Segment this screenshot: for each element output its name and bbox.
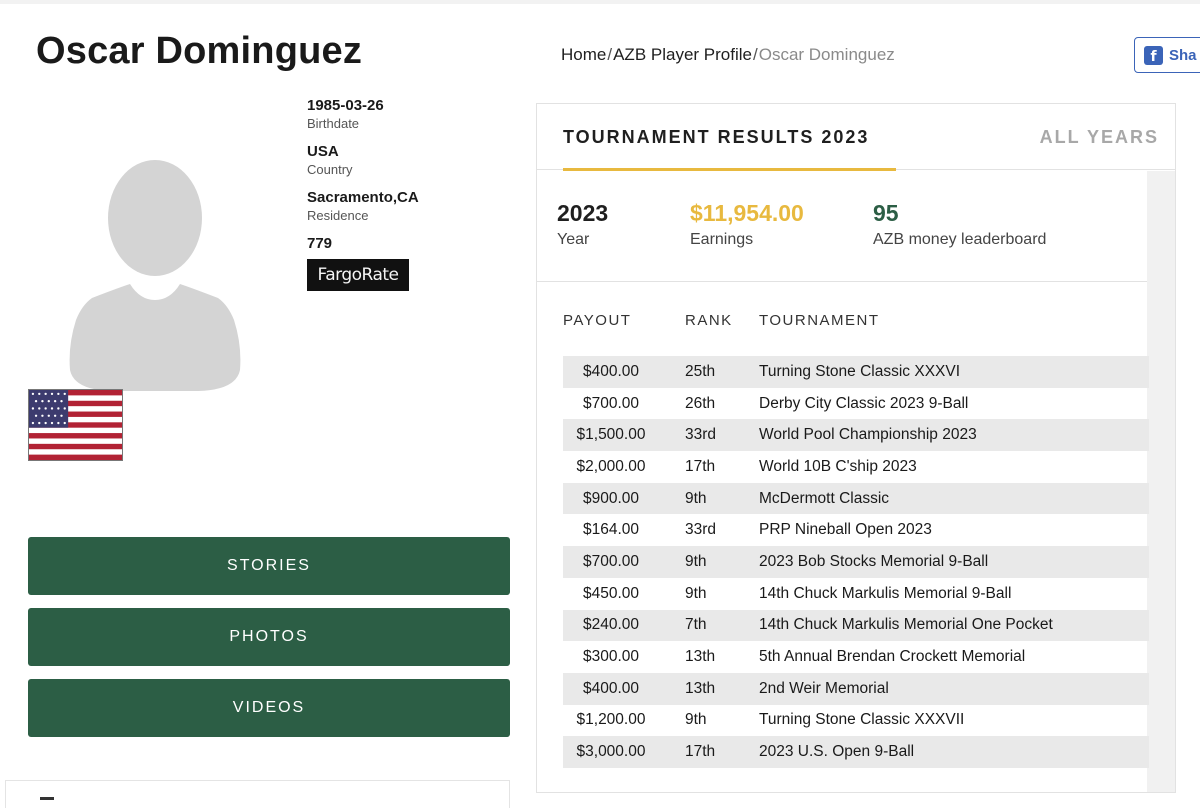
fargorate-logo[interactable]: FargoRate xyxy=(307,259,409,291)
table-row xyxy=(563,514,1149,546)
payout-cell: $164.00 xyxy=(582,521,640,539)
tournament-cell[interactable]: World 10B C'ship 2023 xyxy=(759,457,917,475)
payout-cell: $1,200.00 xyxy=(576,711,646,729)
rank-cell: 9th xyxy=(685,552,707,570)
leaderboard-label: AZB money leaderboard xyxy=(873,231,1047,248)
table-row xyxy=(563,419,1149,451)
payout-cell: $700.00 xyxy=(582,552,640,570)
rank-cell: 13th xyxy=(685,648,716,666)
player-facts xyxy=(307,96,419,301)
rank-cell: 25th xyxy=(685,362,716,380)
fargo-rating-value: 779 xyxy=(307,235,333,252)
player-name: Oscar Dominguez xyxy=(36,30,363,72)
fact-country xyxy=(307,142,419,178)
tournament-cell[interactable]: McDermott Classic xyxy=(759,489,890,507)
tournament-cell[interactable]: 14th Chuck Markulis Memorial One Pocket xyxy=(759,616,1053,634)
results-scrollbar[interactable] xyxy=(1147,171,1175,792)
rank-cell: 26th xyxy=(685,394,716,412)
stat-earnings xyxy=(690,199,804,249)
results-table-header xyxy=(563,312,1149,338)
fact-birthdate xyxy=(307,96,419,132)
tournament-cell[interactable]: 2nd Weir Memorial xyxy=(759,679,889,697)
table-row xyxy=(563,483,1149,515)
table-row xyxy=(563,546,1149,578)
table-row xyxy=(563,610,1149,642)
rank-cell: 17th xyxy=(685,457,716,475)
payout-cell: $400.00 xyxy=(582,679,640,697)
breadcrumb xyxy=(561,45,895,65)
facebook-icon: f xyxy=(1144,46,1163,65)
header-payout: PAYOUT xyxy=(563,312,632,329)
tab-tournament-results-2023[interactable]: TOURNAMENT RESULTS 2023 xyxy=(563,127,870,147)
stories-button[interactable]: STORIES xyxy=(28,537,510,595)
year-value: 2023 xyxy=(557,200,609,226)
fact-fargo xyxy=(307,234,419,291)
birthdate-label: Birthdate xyxy=(307,116,360,131)
rank-cell: 9th xyxy=(685,584,707,602)
breadcrumb-separator: / xyxy=(752,45,758,64)
tournament-cell[interactable]: PRP Nineball Open 2023 xyxy=(759,521,932,539)
breadcrumb-home-link[interactable]: Home xyxy=(561,45,607,64)
results-tabs xyxy=(537,104,1175,170)
table-row xyxy=(563,451,1149,483)
table-row xyxy=(563,673,1149,705)
tournament-cell[interactable]: 2023 Bob Stocks Memorial 9-Ball xyxy=(759,552,989,570)
breadcrumb-current: Oscar Dominguez xyxy=(758,45,895,64)
tournament-cell[interactable]: Derby City Classic 2023 9-Ball xyxy=(759,394,969,412)
payout-cell: $300.00 xyxy=(582,648,640,666)
header-rank: RANK xyxy=(685,312,733,329)
tournament-cell[interactable]: 2023 U.S. Open 9-Ball xyxy=(759,743,915,761)
leaderboard-value: 95 xyxy=(873,200,899,226)
breadcrumb-separator: / xyxy=(607,45,613,64)
tournament-cell[interactable]: 14th Chuck Markulis Memorial 9-Ball xyxy=(759,584,1012,602)
rank-cell: 9th xyxy=(685,711,707,729)
stat-year xyxy=(557,199,608,249)
year-label: Year xyxy=(557,231,590,248)
tournament-cell[interactable]: Turning Stone Classic XXXVI xyxy=(759,362,961,380)
table-row xyxy=(563,641,1149,673)
rank-cell: 17th xyxy=(685,743,716,761)
results-table xyxy=(563,312,1149,768)
stat-leaderboard xyxy=(873,199,1046,249)
rank-cell: 9th xyxy=(685,489,707,507)
payout-cell: $400.00 xyxy=(582,362,640,380)
tab-all-years[interactable]: ALL YEARS xyxy=(1039,127,1159,147)
rank-cell: 33rd xyxy=(685,426,717,444)
bottom-card xyxy=(5,780,510,808)
table-row xyxy=(563,578,1149,610)
table-row xyxy=(563,388,1149,420)
payout-cell: $2,000.00 xyxy=(576,457,646,475)
payout-cell: $240.00 xyxy=(582,616,640,634)
tournament-cell[interactable]: Turning Stone Classic XXXVII xyxy=(759,711,965,729)
country-value: USA xyxy=(307,143,339,160)
facebook-share-button[interactable] xyxy=(1134,37,1200,73)
share-label: Sha xyxy=(1169,46,1197,64)
fact-residence xyxy=(307,188,419,224)
earnings-label: Earnings xyxy=(690,231,754,248)
top-divider xyxy=(0,0,1200,4)
table-row xyxy=(563,736,1149,768)
residence-label: Residence xyxy=(307,208,369,223)
table-row xyxy=(563,705,1149,737)
breadcrumb-section-link[interactable]: AZB Player Profile xyxy=(613,45,752,64)
birthdate-value: 1985-03-26 xyxy=(307,97,384,114)
tournament-cell[interactable]: World Pool Championship 2023 xyxy=(759,426,977,444)
payout-cell: $1,500.00 xyxy=(576,426,646,444)
payout-cell: $3,000.00 xyxy=(576,743,646,761)
rank-cell: 33rd xyxy=(685,521,717,539)
videos-button[interactable]: VIDEOS xyxy=(28,679,510,737)
tournament-cell[interactable]: 5th Annual Brendan Crockett Memorial xyxy=(759,648,1026,666)
country-label: Country xyxy=(307,162,353,177)
table-row xyxy=(563,356,1149,388)
payout-cell: $700.00 xyxy=(582,394,640,412)
photos-button[interactable]: PHOTOS xyxy=(28,608,510,666)
header-tournament: TOURNAMENT xyxy=(759,312,880,329)
rank-cell: 7th xyxy=(685,616,707,634)
residence-value: Sacramento,CA xyxy=(307,189,419,206)
rank-cell: 13th xyxy=(685,679,716,697)
earnings-value: $11,954.00 xyxy=(690,200,804,226)
payout-cell: $450.00 xyxy=(582,584,640,602)
tournament-results-panel xyxy=(536,103,1176,793)
avatar-placeholder-icon xyxy=(62,160,248,392)
season-stats xyxy=(537,171,1147,282)
bottom-card-mark xyxy=(40,797,54,800)
usa-flag-icon xyxy=(28,389,123,461)
payout-cell: $900.00 xyxy=(582,489,640,507)
